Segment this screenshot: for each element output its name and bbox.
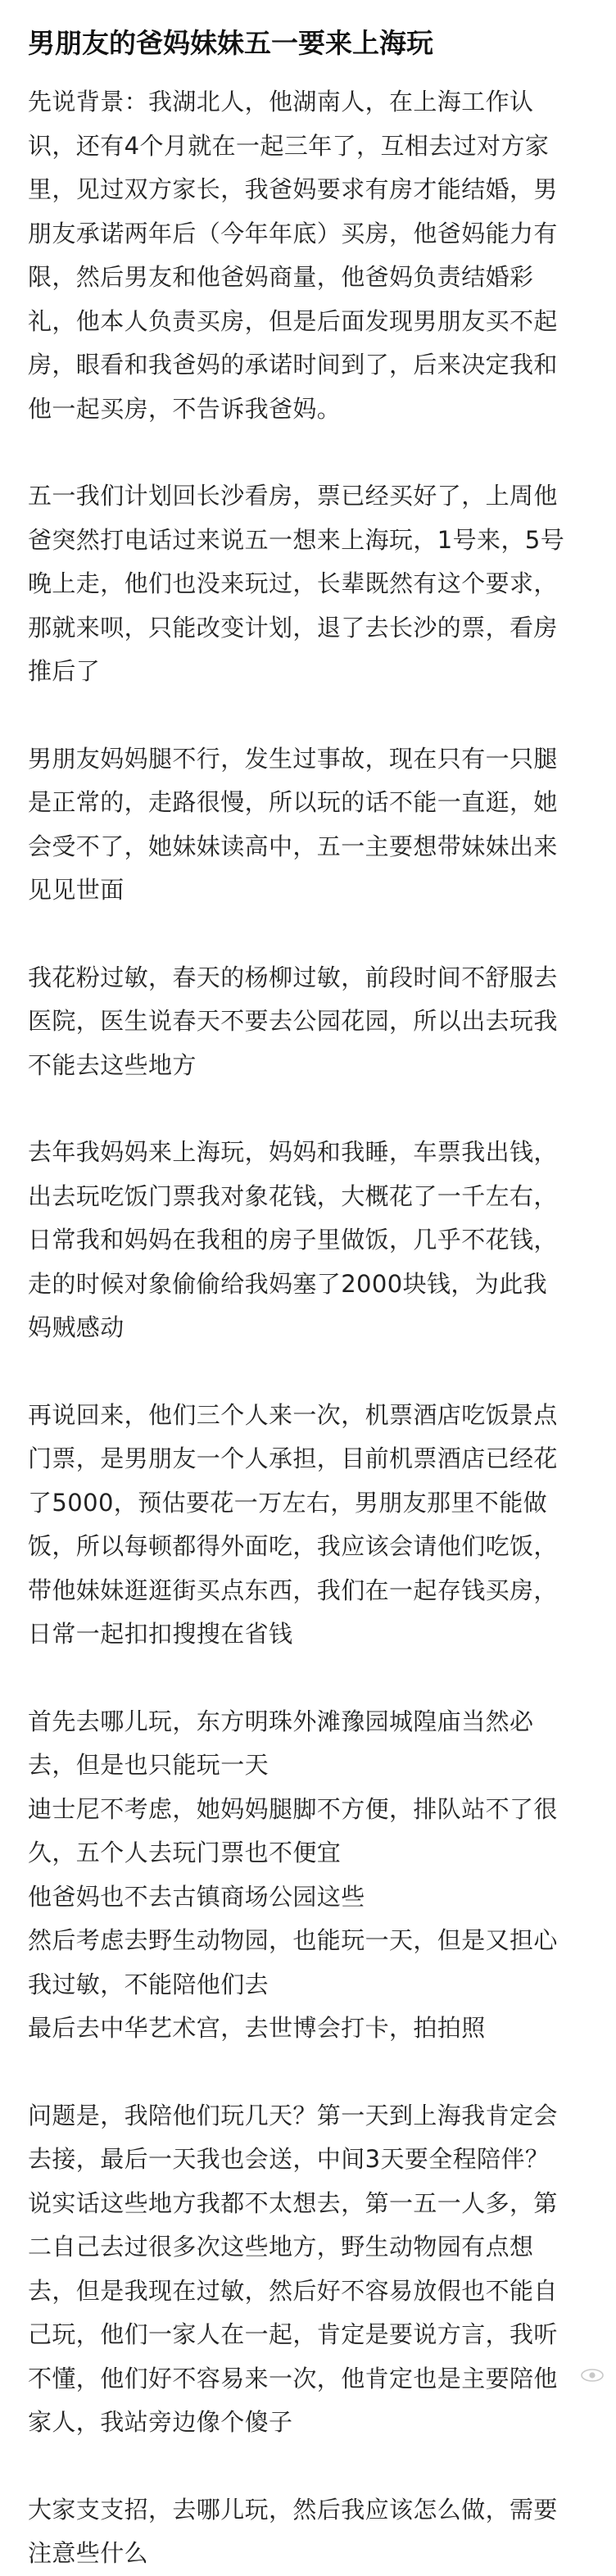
post-paragraph [28, 1131, 583, 1350]
paragraph-line: 不能去这些地方 [28, 1050, 197, 1079]
eye-logo-icon [580, 2367, 605, 2383]
paragraph-line: 然后考虑去野生动物园，也能玩一天，但是又担心 [28, 1926, 558, 1954]
paragraph-line: 他一起买房，不告诉我爸妈。 [28, 394, 342, 423]
paragraph-line: 男朋友妈妈腿不行，发生过事故，现在只有一只腿 [28, 744, 558, 773]
post-body [28, 80, 583, 2576]
paragraph-line: 饭，所以每顿都得外面吃，我应该会请他们吃饭， [28, 1532, 558, 1560]
paragraph-line: 我过敏，不能陪他们去 [28, 1970, 270, 1998]
paragraph-line: 晚上走，他们也没来玩过，长辈既然有这个要求， [28, 569, 558, 597]
paragraph-line: 问题是，我陪他们玩几天？第一天到上海我肯定会 [28, 2101, 558, 2129]
post-paragraph [28, 2488, 583, 2576]
paragraph-line: 礼，他本人负责买房，但是后面发现男朋友买不起 [28, 306, 558, 335]
paragraph-line: 门票，是男朋友一个人承担，目前机票酒店已经花 [28, 1444, 558, 1472]
paragraph-line: 五一我们计划回长沙看房，票已经买好了，上周他 [28, 482, 558, 510]
paragraph-line: 再说回来，他们三个人来一次，机票酒店吃饭景点 [28, 1400, 558, 1429]
paragraph-line: 见见世面 [28, 876, 125, 904]
paragraph-line: 爸突然打电话过来说五一想来上海玩，1号来，5号 [28, 525, 565, 554]
paragraph-line: 他爸妈也不去古镇商场公园这些 [28, 1882, 365, 1911]
paragraph-line: 迪士尼不考虑，她妈妈腿脚不方便，排队站不了很 [28, 1794, 558, 1823]
post-paragraph [28, 737, 583, 913]
paragraph-line: 是正常的，走路很慢，所以玩的话不能一直逛，她 [28, 788, 558, 816]
paragraph-line: 去，但是也只能玩一天 [28, 1751, 270, 1779]
post-paragraph [28, 1394, 583, 1657]
paragraph-line: 大家支支招，去哪儿玩，然后我应该怎么做，需要 [28, 2495, 558, 2524]
paragraph-line: 我花粉过敏，春天的杨柳过敏，前段时间不舒服去 [28, 963, 558, 991]
paragraph-line: 己玩，他们一家人在一起，肯定是要说方言，我听 [28, 2320, 558, 2348]
paragraph-line: 限，然后男友和他爸妈商量，他爸妈负责结婚彩 [28, 263, 534, 291]
paragraph-line: 里，见过双方家长，我爸妈要求有房才能结婚，男 [28, 175, 558, 203]
post-paragraph [28, 474, 583, 694]
paragraph-line: 朋友承诺两年后（今年年底）买房，他爸妈能力有 [28, 219, 558, 247]
paragraph-line: 识，还有4个月就在一起三年了，互相去过对方家 [28, 131, 550, 160]
paragraph-line: 出去玩吃饭门票我对象花钱，大概花了一千左右， [28, 1181, 558, 1210]
paragraph-line: 妈贼感动 [28, 1313, 125, 1341]
paragraph-line: 带他妹妹逛逛街买点东西，我们在一起存钱买房， [28, 1576, 558, 1604]
paragraph-line: 先说背景：我湖北人，他湖南人，在上海工作认 [28, 88, 534, 116]
paragraph-line: 推后了 [28, 657, 101, 685]
paragraph-line: 不懂，他们好不容易来一次，他肯定也是主要陪他 [28, 2364, 558, 2392]
paragraph-line: 医院，医生说春天不要去公园花园，所以出去玩我 [28, 1007, 558, 1035]
paragraph-line: 首先去哪儿玩，东方明珠外滩豫园城隍庙当然必 [28, 1707, 534, 1735]
post-title: 男朋友的爸妈妹妹五一要来上海玩 [28, 27, 433, 59]
post-paragraph [28, 1700, 583, 2051]
paragraph-line: 家人，我站旁边像个傻子 [28, 2408, 293, 2436]
post-paragraph [28, 2094, 583, 2445]
paragraph-line: 日常我和妈妈在我租的房子里做饭，几乎不花钱， [28, 1226, 558, 1254]
paragraph-line: 去接，最后一天我也会送，中间3天要全程陪伴？ [28, 2145, 550, 2173]
paragraph-line: 注意些什么 [28, 2539, 149, 2567]
paragraph-line: 房，眼看和我爸妈的承诺时间到了，后来决定我和 [28, 351, 558, 379]
paragraph-line: 会受不了，她妹妹读高中，五一主要想带妹妹出来 [28, 832, 558, 860]
paragraph-line: 最后去中华艺术宫，去世博会打卡，拍拍照 [28, 2014, 486, 2042]
paragraph-line: 二自己去过很多次这些地方，野生动物园有点想 [28, 2233, 534, 2261]
paragraph-line: 走的时候对象偷偷给我妈塞了2000块钱，为此我 [28, 1269, 548, 1298]
watermark [580, 2367, 605, 2383]
paragraph-line: 那就来呗，只能改变计划，退了去长沙的票，看房 [28, 613, 558, 642]
paragraph-line: 去，但是我现在过敏，然后好不容易放假也不能自 [28, 2276, 558, 2305]
paragraph-line: 日常一起扣扣搜搜在省钱 [28, 1620, 293, 1648]
post-paragraph [28, 80, 583, 431]
post-paragraph [28, 956, 583, 1088]
paragraph-line: 久，五个人去玩门票也不便宜 [28, 1839, 342, 1866]
paragraph-line: 说实话这些地方我都不太想去，第一五一人多，第 [28, 2188, 558, 2217]
paragraph-line: 了5000，预估要花一万左右，男朋友那里不能做 [28, 1488, 548, 1517]
paragraph-line: 去年我妈妈来上海玩，妈妈和我睡，车票我出钱， [28, 1138, 558, 1166]
